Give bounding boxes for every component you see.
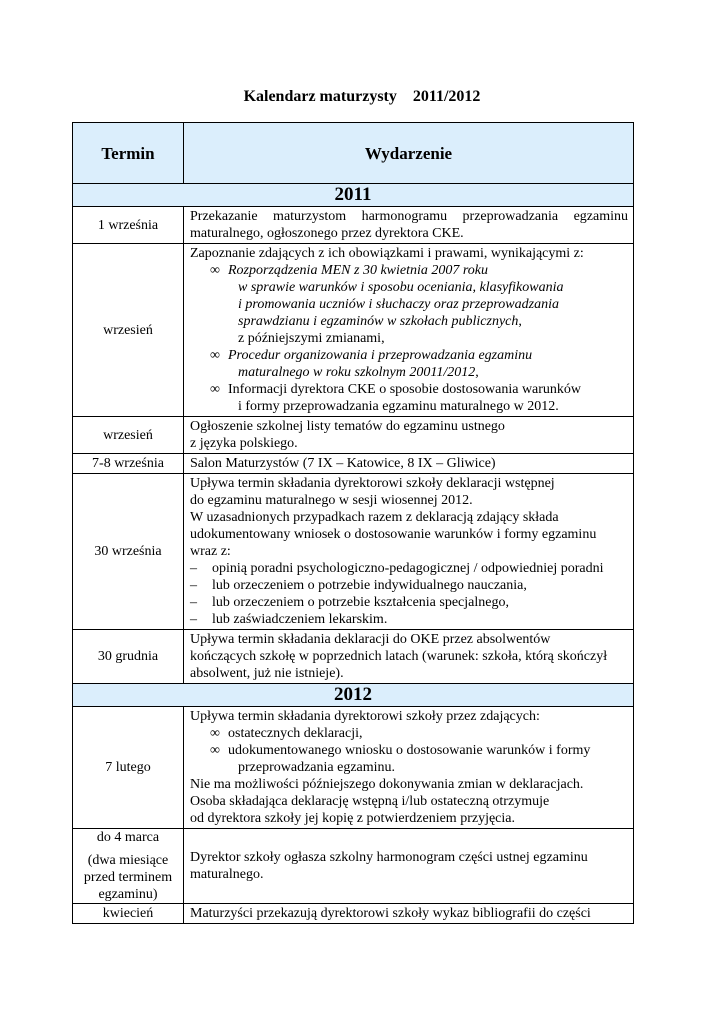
header-row [73,123,634,184]
bullet-continuation: i promowania uczniów i słuchaczy oraz przeprowadzania [238,297,559,312]
dash-text: lub orzeczeniem o potrzebie kształcenia specjalnego, [212,595,509,610]
bullet-item [190,262,628,279]
event-line: kończących szkołę w poprzednich latach (warunek: szkoła, którą skończył [190,649,608,664]
table-row [73,630,634,684]
event-line: Nie ma możliwości późniejszego dokonywania zmian w deklaracjach. [190,777,584,792]
infinity-bullet-icon: ∞ [210,382,220,397]
header-term: Termin [73,123,184,184]
event-cell [184,707,634,829]
event-line: Ogłoszenie szkolnej listy tematów do egzaminu ustnego [190,419,505,434]
table-row [73,474,634,630]
term-note: przed terminem [83,870,173,885]
bullet-continuation: w sprawie warunków i sposobu oceniania, klasyfikowania [238,280,564,295]
event-cell [184,207,634,244]
event-line: Osoba składająca deklarację wstępną i/lub ostateczną otrzymuje [190,794,550,809]
event-intro: Upływa termin składania dyrektorowi szkoły przez zdających: [190,709,540,724]
table-row [73,244,634,417]
dash-text: lub zaświadczeniem lekarskim. [212,612,388,627]
event-line: z języka polskiego. [190,436,298,451]
year-label: 2011 [73,184,634,207]
term-cell: wrzesień [73,417,184,454]
event-line: Salon Maturzystów (7 IX – Katowice, 8 IX – Gliwice) [190,456,496,471]
infinity-bullet-icon: ∞ [210,726,220,741]
event-line: Upływa termin składania dyrektorowi szkoły deklaracji wstępnej [190,476,555,491]
event-line: wraz z: [190,544,231,559]
year-label: 2012 [73,684,634,707]
event-line: Upływa termin składania deklaracji do OKE przez absolwentów [190,632,551,647]
term-cell: 30 grudnia [73,630,184,684]
term-cell: 7-8 września [73,454,184,474]
event-cell [184,417,634,454]
event-cell [184,630,634,684]
bullet-item [190,725,628,742]
event-cell [184,454,634,474]
infinity-bullet-icon: ∞ [210,348,220,363]
bullet-item [190,742,628,759]
dash-bullet-icon: – [190,578,197,593]
term-cell: wrzesień [73,244,184,417]
dash-text: opinią poradni psychologiczno-pedagogicznej / odpowiedniej poradni [212,561,604,576]
event-line: do egzaminu maturalnego w sesji wiosennej 2012. [190,493,473,508]
dash-bullet-icon: – [190,612,197,627]
bullet-continuation: i formy przeprowadzania egzaminu maturalnego w 2012. [238,399,559,414]
header-event: Wydarzenie [184,123,634,184]
term-cell: kwiecień [73,904,184,924]
event-line: Przekazanie maturzystom harmonogramu przeprowadzania egzaminu [190,209,628,224]
dash-item [190,577,628,594]
table-row [73,454,634,474]
term-note: egzaminu) [98,887,158,902]
infinity-bullet-icon: ∞ [210,743,220,758]
event-line: udokumentowany wniosek o dostosowanie warunków i formy egzaminu [190,527,597,542]
table-row [73,417,634,454]
event-cell [184,904,634,924]
event-line: maturalnego, ogłoszonego przez dyrektora CKE. [190,226,464,241]
bullet-text: ostatecznych deklaracji, [228,726,363,741]
infinity-bullet-icon: ∞ [210,263,220,278]
bullet-continuation: z późniejszymi zmianami, [238,331,385,346]
bullet-text: Procedur organizowania i przeprowadzania egzaminu [228,348,533,363]
dash-bullet-icon: – [190,595,197,610]
dash-item [190,611,628,628]
table-row [73,904,634,924]
bullet-continuation: przeprowadzania egzaminu. [238,760,396,775]
bullet-text: udokumentowanego wniosku o dostosowanie warunków i formy [228,743,591,758]
dash-text: lub orzeczeniem o potrzebie indywidualnego nauczania, [212,578,527,593]
dash-item [190,594,628,611]
year-row-2011 [73,184,634,207]
term-cell: 1 września [73,207,184,244]
event-cell [184,829,634,904]
event-line: od dyrektora szkoły jej kopię z potwierdzeniem przyjęcia. [190,811,515,826]
term-cell: 30 września [73,474,184,630]
bullet-continuation: maturalnego w roku szkolnym 20011/2012, [238,365,479,380]
year-row-2012 [73,684,634,707]
term-note: (dwa miesiące [87,853,169,868]
event-intro: Zapoznanie zdających z ich obowiązkami i prawami, wynikającymi z: [190,246,584,261]
dash-bullet-icon: – [190,561,197,576]
bullet-text: Rozporządzenia MEN z 30 kwietnia 2007 roku [228,263,489,278]
event-line: Dyrektor szkoły ogłasza szkolny harmonogram części ustnej egzaminu [190,850,588,865]
event-line: maturalnego. [190,867,264,882]
event-line: absolwent, już nie istnieje). [190,666,344,681]
bullet-item [190,347,628,364]
event-cell [184,474,634,630]
event-line: Maturzyści przekazują dyrektorowi szkoły wykaz bibliografii do części [190,906,591,921]
term-cell [73,829,184,904]
term-cell: 7 lutego [73,707,184,829]
bullet-item [190,381,628,398]
event-line: W uzasadnionych przypadkach razem z deklaracją zdający składa [190,510,559,525]
table-row [73,207,634,244]
table-row [73,829,634,904]
table-row [73,707,634,829]
dash-item [190,560,628,577]
event-cell [184,244,634,417]
page-title: Kalendarz maturzysty 2011/2012 [243,88,481,105]
calendar-table [72,122,634,924]
bullet-text: Informacji dyrektora CKE o sposobie dostosowania warunków [228,382,582,397]
bullet-continuation: sprawdzianu i egzaminów w szkołach publicznych, [238,314,522,329]
term-date: do 4 marca [96,830,160,845]
